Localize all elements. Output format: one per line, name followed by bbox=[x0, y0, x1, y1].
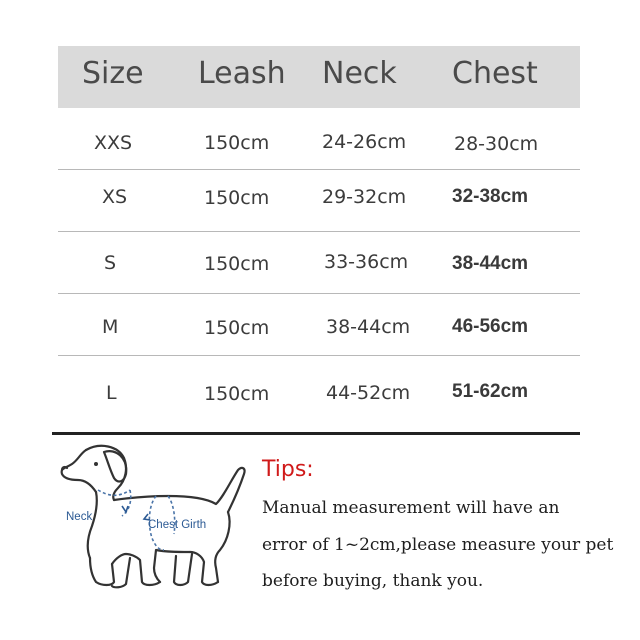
table-row bbox=[58, 170, 580, 232]
cell-leash: 150cm bbox=[204, 132, 270, 154]
cell-leash: 150cm bbox=[204, 253, 270, 275]
cell-neck: 33-36cm bbox=[324, 251, 409, 273]
header-leash: Leash bbox=[198, 56, 286, 91]
tips-line-3: before buying, thank you. bbox=[262, 571, 484, 591]
neck-label: Neck bbox=[66, 511, 93, 523]
cell-chest: 51-62cm bbox=[452, 381, 529, 402]
cell-chest: 46-56cm bbox=[452, 316, 529, 337]
cell-chest: 32-38cm bbox=[452, 186, 529, 207]
header-size: Size bbox=[82, 56, 144, 91]
cell-size: L bbox=[106, 382, 117, 404]
tips-title: Tips: bbox=[262, 457, 314, 482]
tips-line-1: Manual measurement will have an bbox=[262, 498, 560, 518]
cell-chest: 38-44cm bbox=[452, 253, 529, 274]
cell-leash: 150cm bbox=[204, 317, 270, 339]
table-row bbox=[58, 108, 580, 170]
cell-chest: 28-30cm bbox=[454, 133, 539, 155]
chest-girth-label: Chest Girth bbox=[148, 519, 207, 531]
header-chest: Chest bbox=[452, 56, 538, 91]
table-row bbox=[58, 356, 580, 418]
dog-measurement-diagram bbox=[56, 440, 256, 600]
tips-line-2: error of 1~2cm,please measure your pet bbox=[262, 535, 614, 555]
cell-size: XS bbox=[102, 186, 128, 208]
cell-neck: 29-32cm bbox=[322, 186, 407, 208]
cell-neck: 44-52cm bbox=[326, 382, 411, 404]
neck-arrow-icon bbox=[122, 506, 128, 512]
table-row bbox=[58, 294, 580, 356]
cell-leash: 150cm bbox=[204, 187, 270, 209]
cell-size: XXS bbox=[94, 132, 133, 154]
section-divider bbox=[52, 432, 580, 435]
header-neck: Neck bbox=[322, 56, 397, 91]
cell-neck: 24-26cm bbox=[322, 131, 407, 153]
cell-leash: 150cm bbox=[204, 383, 270, 405]
table-row bbox=[58, 232, 580, 294]
table-header-row bbox=[58, 46, 580, 108]
cell-size: M bbox=[102, 316, 119, 338]
cell-size: S bbox=[104, 252, 117, 274]
cell-neck: 38-44cm bbox=[326, 316, 411, 338]
